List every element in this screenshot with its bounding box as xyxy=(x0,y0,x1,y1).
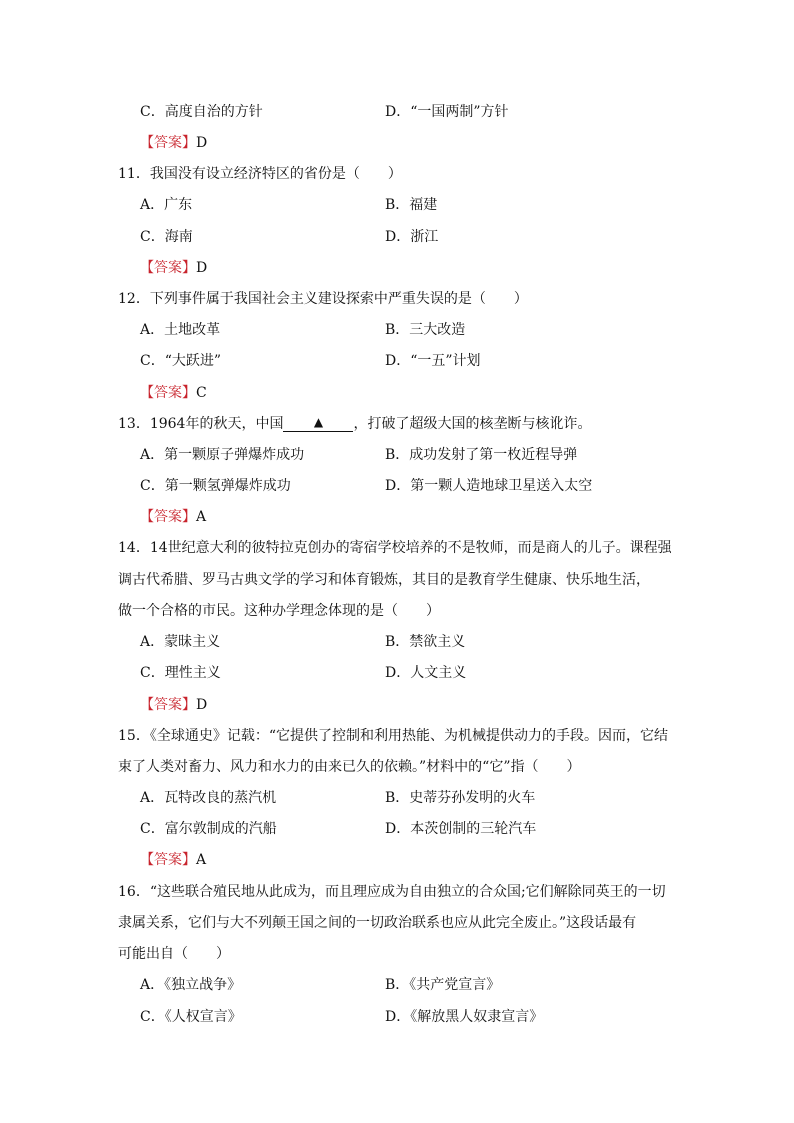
q15-option-d: D．本茨创制的三轮汽车 xyxy=(385,821,537,837)
q15-stem-line-2: 束了人类对畜力、风力和水力的由来已久的依赖。”材料中的“它”指（ ） xyxy=(118,759,581,775)
answer-value: A xyxy=(196,509,207,525)
q13-stem xyxy=(118,413,591,435)
answer-value: A xyxy=(196,852,207,868)
answer-value: C xyxy=(196,385,207,401)
q15-option-c: C．富尔敦制成的汽船 xyxy=(140,821,277,837)
q11-stem: 11．我国没有设立经济特区的省份是（ ） xyxy=(118,166,402,182)
q10-option-d: D．“一国两制”方针 xyxy=(385,104,509,120)
q16-option-c: C．《人权宣言》 xyxy=(140,1009,242,1025)
q14-option-a: A．蒙昧主义 xyxy=(140,634,221,650)
answer-value: D xyxy=(196,135,208,151)
q12-option-c: C．“大跃进” xyxy=(140,353,222,369)
q10-answer xyxy=(140,132,207,154)
answer-label: 【答案】 xyxy=(140,852,196,868)
q12-stem: 12．下列事件属于我国社会主义建设探索中严重失误的是（ ） xyxy=(118,291,528,307)
q11-option-a: A．广东 xyxy=(140,197,193,213)
answer-label: 【答案】 xyxy=(140,385,196,401)
q16-option-d: D．《解放黑人奴隶宣言》 xyxy=(385,1009,544,1025)
q13-stem-before: 13．1964年的秋天，中国 xyxy=(118,416,284,432)
answer-value: D xyxy=(196,260,208,276)
q14-stem-line-1: 14．14世纪意大利的彼特拉克创办的寄宿学校培养的不是牧师，而是商人的儿子。课程强 xyxy=(118,540,672,556)
q12-answer xyxy=(140,382,207,404)
q10-option-c: C．高度自治的方针 xyxy=(140,104,263,120)
q16-stem-line-3: 可能出自（ ） xyxy=(118,946,230,962)
answer-label: 【答案】 xyxy=(140,697,196,713)
answer-label: 【答案】 xyxy=(140,509,196,525)
fill-in-blank: ▲ xyxy=(283,413,353,432)
q16-stem-line-2: 隶属关系，它们与大不列颠王国之间的一切政治联系也应从此完全废止。”这段话最有 xyxy=(118,915,637,931)
q13-stem-after: ，打破了超级大国的核垄断与核讹诈。 xyxy=(353,416,592,432)
q15-answer xyxy=(140,849,206,871)
q16-option-b: B．《共产党宣言》 xyxy=(385,977,501,993)
answer-label: 【答案】 xyxy=(140,260,196,276)
q15-option-b: B．史蒂芬孙发明的火车 xyxy=(385,790,536,806)
q12-option-d: D．“一五”计划 xyxy=(385,353,481,369)
q11-option-c: C．海南 xyxy=(140,229,193,245)
q16-option-a: A．《独立战争》 xyxy=(140,977,242,993)
q12-option-b: B．三大改造 xyxy=(385,322,466,338)
q15-option-a: A．瓦特改良的蒸汽机 xyxy=(140,790,277,806)
q14-stem-line-2: 调古代希腊、罗马古典文学的学习和体育锻炼，其目的是教育学生健康、快乐地生活， xyxy=(118,572,650,588)
q14-stem-line-3: 做一个合格的市民。这种办学理念体现的是（ ） xyxy=(118,603,440,619)
q11-answer xyxy=(140,257,207,279)
q13-answer xyxy=(140,506,206,528)
q13-option-a: A．第一颗原子弹爆炸成功 xyxy=(140,447,305,463)
q14-option-d: D．人文主义 xyxy=(385,665,467,681)
q16-stem-line-1: 16．“这些联合殖民地从此成为，而且理应成为自由独立的合众国;它们解除同英王的一切 xyxy=(118,884,666,900)
q11-option-b: B．福建 xyxy=(385,197,438,213)
q12-option-a: A．土地改革 xyxy=(140,322,221,338)
q13-option-b: B．成功发射了第一枚近程导弹 xyxy=(385,447,578,463)
q14-option-b: B．禁欲主义 xyxy=(385,634,466,650)
answer-label: 【答案】 xyxy=(140,135,196,151)
q14-option-c: C．理性主义 xyxy=(140,665,221,681)
q14-answer xyxy=(140,694,207,716)
q15-stem-line-1: 15．《全球通史》记载：“它提供了控制和利用热能、为机械提供动力的手段。因而，它结 xyxy=(118,728,668,744)
q13-option-c: C．第一颗氢弹爆炸成功 xyxy=(140,478,291,494)
q11-option-d: D．浙江 xyxy=(385,229,439,245)
q13-option-d: D．第一颗人造地球卫星送入太空 xyxy=(385,478,593,494)
answer-value: D xyxy=(196,697,208,713)
